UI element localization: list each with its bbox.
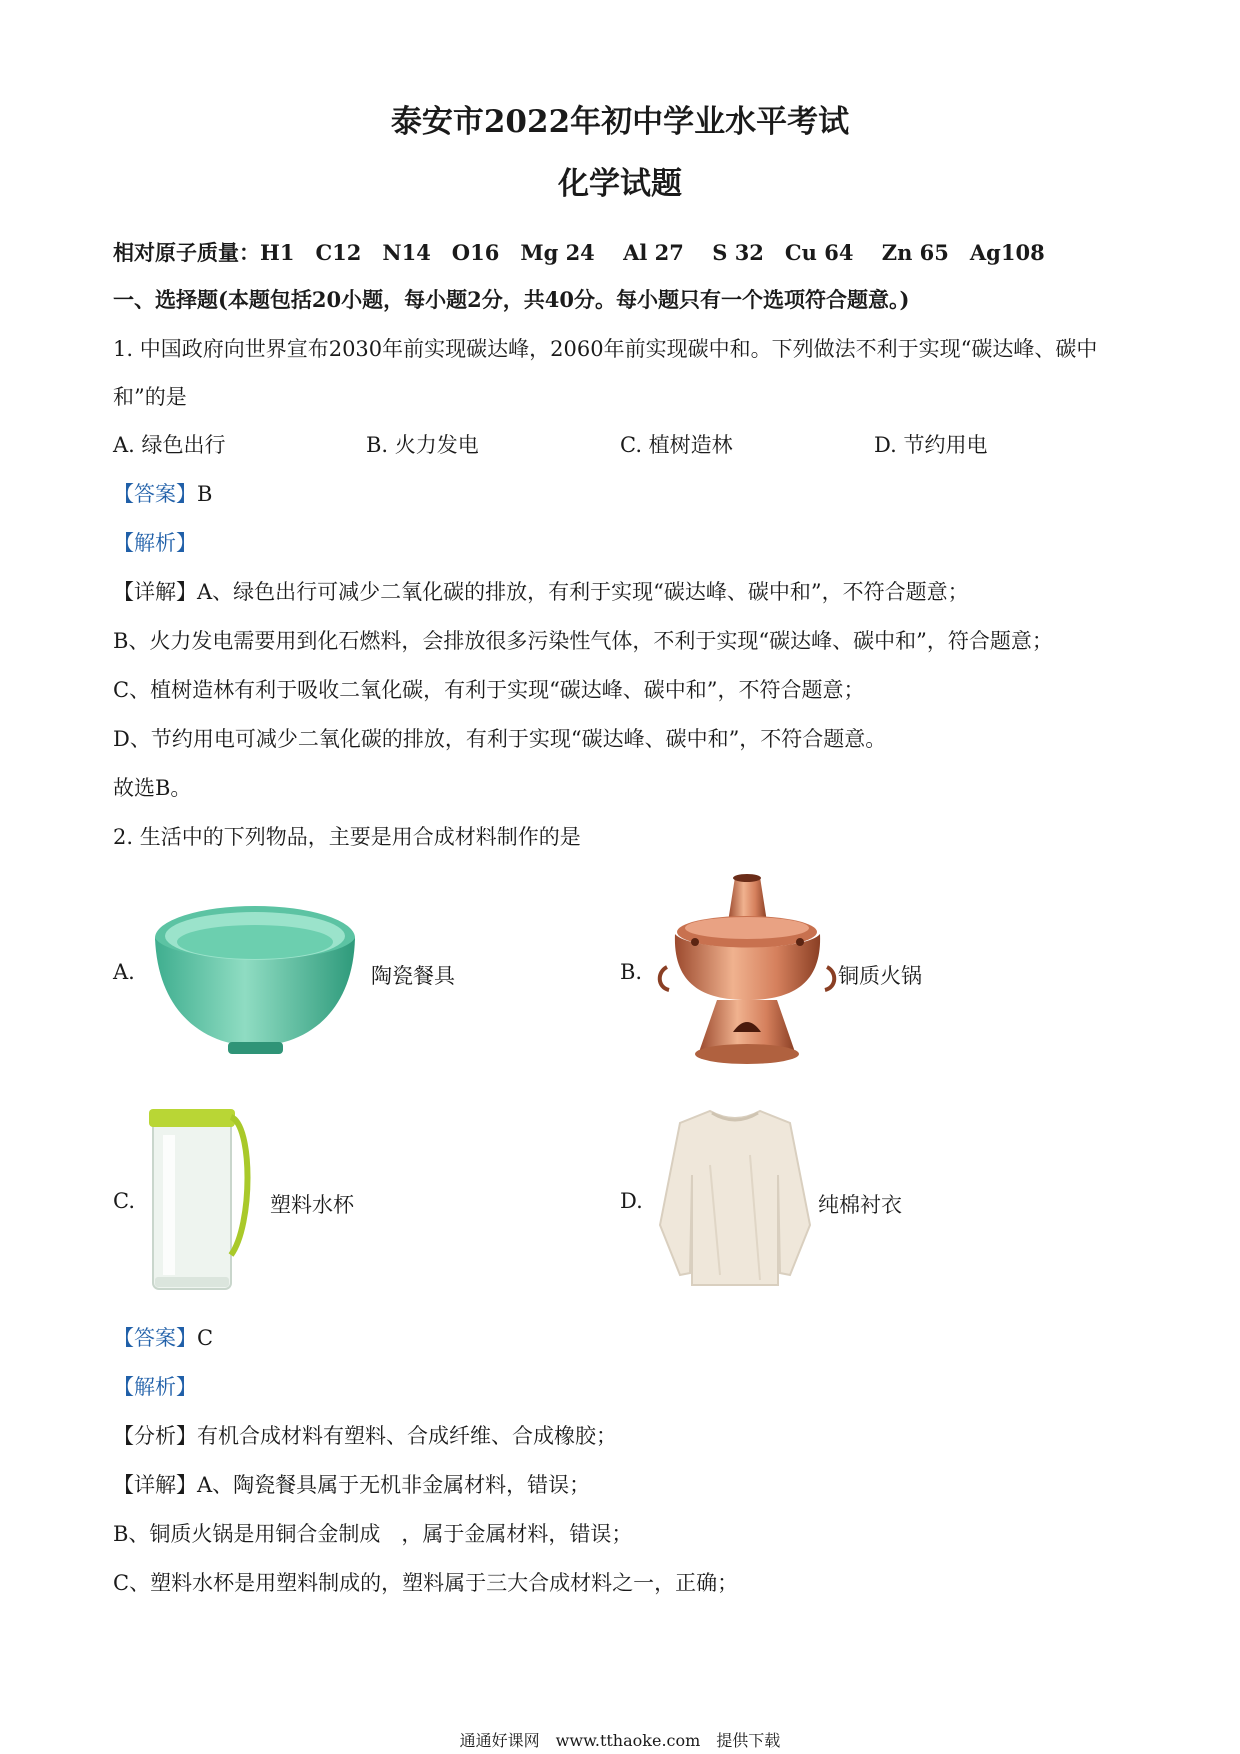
detail-text: A、绿色出行可减少二氧化碳的排放，有利于实现“碳达峰、碳中和”，不符合题意； — [197, 580, 969, 604]
ceramic-bowl-image — [148, 896, 363, 1062]
section-heading: 一、选择题(本题包括20小题，每小题2分，共40分。每小题只有一个选项符合题意。) — [113, 287, 910, 312]
plastic-cup-image — [145, 1105, 255, 1295]
q1-option-c: C. 植树造林 — [620, 433, 733, 457]
detail-label: 【详解】 — [113, 1473, 197, 1497]
page-subtitle: 化学试题 — [558, 166, 682, 202]
fenxi-text: 有机合成材料有塑料、合成纤维、合成橡胶； — [197, 1424, 617, 1448]
q2-option-d-caption: 纯棉衬衣 — [818, 1193, 902, 1217]
q1-option-b: B. 火力发电 — [366, 433, 479, 457]
copper-hotpot-image — [655, 872, 840, 1067]
q2-detail-b: B、铜质火锅是用铜合金制成 ，属于金属材料，错误； — [113, 1522, 633, 1546]
q2-option-c-letter: C. — [113, 1189, 135, 1213]
fenxi-label: 【分析】 — [113, 1424, 197, 1448]
cotton-shirt-image — [650, 1105, 820, 1295]
atomic-mass-line: 相对原子质量：H1 C12 N14 O16 Mg 24 Al 27 S 32 Cu 64 Zn 65 Ag108 — [113, 240, 1045, 265]
q2-option-b-caption: 铜质火锅 — [838, 964, 922, 988]
page-footer: 通通好课网 www.tthaoke.com 提供下载 — [459, 1731, 781, 1750]
detail-text: A、陶瓷餐具属于无机非金属材料，错误； — [197, 1473, 591, 1497]
q2-option-c-caption: 塑料水杯 — [270, 1193, 354, 1217]
q1-conclusion: 故选B。 — [113, 776, 192, 800]
q2-detail-a — [113, 1469, 590, 1499]
q1-option-a: A. 绿色出行 — [113, 433, 226, 457]
q1-detail-b: B、火力发电需要用到化石燃料，会排放很多污染性气体，不利于实现“碳达峰、碳中和”，符合题意； — [113, 629, 1053, 653]
q2-analysis-label: 【解析】 — [113, 1375, 197, 1399]
q2-detail-c: C、塑料水杯是用塑料制成的，塑料属于三大合成材料之一，正确； — [113, 1571, 739, 1595]
q1-stem-line2: 和”的是 — [113, 385, 187, 409]
q2-option-b-letter: B. — [620, 960, 643, 984]
q2-option-a-caption: 陶瓷餐具 — [371, 964, 455, 988]
q2-option-d-letter: D. — [620, 1189, 643, 1213]
q1-detail-a — [113, 576, 969, 606]
q1-answer — [113, 478, 212, 508]
answer-value: B — [197, 482, 213, 506]
q2-fenxi — [113, 1420, 617, 1450]
page-title: 泰安市2022年初中学业水平考试 — [390, 104, 850, 140]
q1-detail-d: D、节约用电可减少二氧化碳的排放，有利于实现“碳达峰、碳中和”，不符合题意。 — [113, 727, 887, 751]
answer-label: 【答案】 — [113, 1326, 197, 1350]
answer-value: C — [197, 1326, 214, 1350]
answer-label: 【答案】 — [113, 482, 197, 506]
q2-option-a-letter: A. — [113, 960, 135, 984]
q1-option-d: D. 节约用电 — [874, 433, 988, 457]
q1-detail-c: C、植树造林有利于吸收二氧化碳，有利于实现“碳达峰、碳中和”，不符合题意； — [113, 678, 865, 702]
detail-label: 【详解】 — [113, 580, 197, 604]
q2-stem: 2. 生活中的下列物品，主要是用合成材料制作的是 — [113, 825, 581, 849]
q1-analysis-label: 【解析】 — [113, 531, 197, 555]
q2-answer — [113, 1322, 213, 1352]
q1-stem-line1: 1. 中国政府向世界宣布2030年前实现碳达峰，2060年前实现碳中和。下列做法不利于实现“碳达峰、碳中 — [113, 337, 1098, 361]
